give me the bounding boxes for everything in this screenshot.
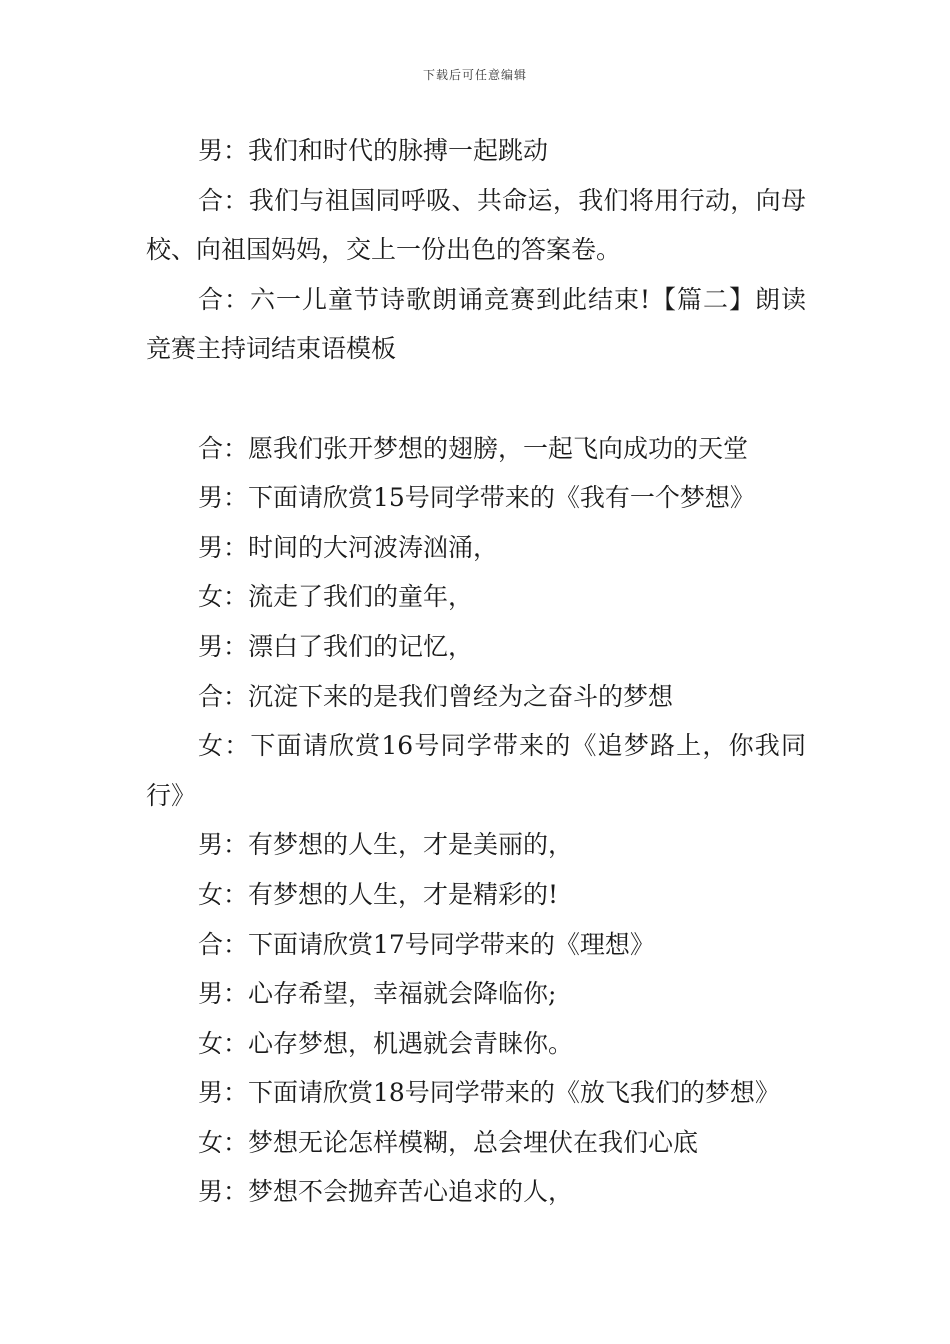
paragraph: 合：愿我们张开梦想的翅膀，一起飞向成功的天堂 — [198, 433, 749, 463]
paragraph: 合：我们与祖国同呼吸、共命运，我们将用行动，向母校、向祖国妈妈，交上一份出色的答案卷。 — [146, 185, 806, 265]
paragraph: 男：梦想不会抛弃苦心追求的人， — [198, 1177, 574, 1207]
paragraph: 合：六一儿童节诗歌朗诵竞赛到此结束!【篇二】朗读竞赛主持词结束语模板 — [146, 284, 806, 364]
paragraph: 男：时间的大河波涛汹涌， — [198, 532, 499, 562]
paragraph: 合：下面请欣赏17号同学带来的《理想》 — [198, 929, 655, 959]
paragraph: 女：心存梦想，机遇就会青睐你。 — [198, 1028, 574, 1058]
paragraph: 男：我们和时代的脉搏一起跳动 — [198, 136, 549, 165]
header-note: 下载后可任意编辑 — [422, 68, 527, 82]
blank-line — [146, 374, 806, 424]
paragraph: 男：下面请欣赏18号同学带来的《放飞我们的梦想》 — [198, 1078, 780, 1108]
paragraph: 男：心存希望，幸福就会降临你; — [198, 979, 557, 1009]
paragraph: 男：漂白了我们的记忆， — [198, 631, 474, 661]
paragraph: 合：沉淀下来的是我们曾经为之奋斗的梦想 — [198, 681, 674, 711]
paragraph: 男：下面请欣赏15号同学带来的《我有一个梦想》 — [198, 483, 755, 513]
document-body — [146, 126, 806, 1217]
paragraph: 女：流走了我们的童年， — [198, 582, 474, 612]
paragraph: 男：有梦想的人生，才是美丽的， — [198, 830, 574, 860]
paragraph: 女：下面请欣赏16号同学带来的《追梦路上，你我同行》 — [146, 731, 806, 810]
paragraph: 女：梦想无论怎样模糊，总会埋伏在我们心底 — [198, 1127, 699, 1157]
paragraph: 女：有梦想的人生，才是精彩的! — [198, 879, 559, 909]
